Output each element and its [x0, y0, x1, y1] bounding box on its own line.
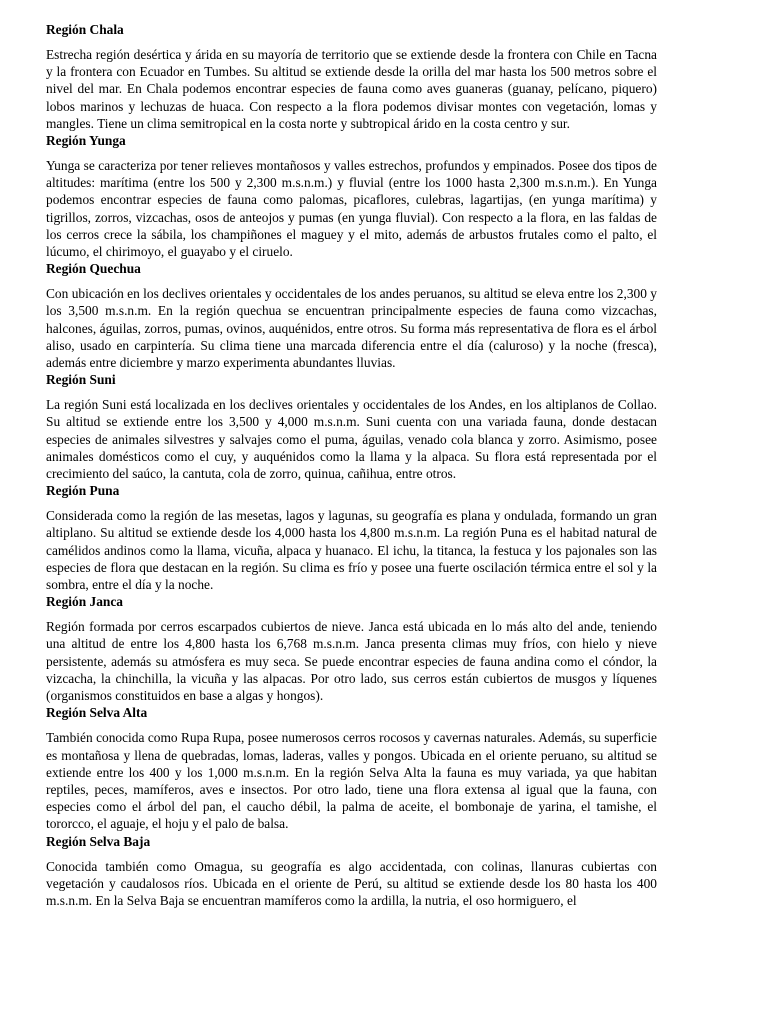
section-paragraph: Conocida también como Omagua, su geografía es algo accidentada, con colinas, llanuras cubiertas con vegetación y caudalosos ríos. Ubicada en el oriente de Perú, su altitud se extiende desde los 80 hasta los 400 m.s.n.m. En la Selva Baja se encuentran mamíferos como la ardilla, la nutria, el oso hormiguero, el	[46, 858, 657, 908]
section-selva-baja	[46, 833, 657, 910]
section-title: Región Janca	[46, 594, 123, 610]
section-title: Región Suni	[46, 372, 116, 388]
section-chala	[46, 21, 657, 132]
section-quechua	[46, 260, 657, 371]
section-paragraph: La región Suni está localizada en los declives orientales y occidentales de los Andes, en los altiplanos de Collao. Su altitud se extiende entre los 3,500 y 4,000 m.s.n.m. Suni cuenta con una variada fauna, donde destacan especies de animales silvestres y salvajes como el puma, águilas, venado cola blanca y zorro. Asimismo, posee animales domésticos como el cuy, y auquénidos como la llama y la alpaca. Su flora está representada por el crecimiento del saúco, la cantuta, cola de zorro, quinua, cañihua, entre otros.	[46, 397, 657, 482]
section-title: Región Selva Alta	[46, 705, 148, 721]
section-title: Región Yunga	[46, 133, 126, 149]
section-paragraph: Región formada por cerros escarpados cubiertos de nieve. Janca está ubicada en lo más alto del ande, teniendo una altitud de entre los 4,800 hasta los 6,768 m.s.n.m. Janca presenta climas muy fríos, con hielo y nieve persistente, además su atmósfera es muy seca. Se puede encontrar especies de fauna andina como el cóndor, la vizcacha, la chinchilla, la vicuña y las alpacas. Por otro lado, sus cerros están cubiertos de musgos y líquenes (organismos constituidos en base a algas y hongos).	[46, 619, 657, 704]
section-paragraph: Yunga se caracteriza por tener relieves montañosos y valles estrechos, profundos y empinados. Posee dos tipos de altitudes: marítima (entre los 500 y 2,300 m.s.n.m.) y fluvial (entre los 1000 hasta 2,300 m.s.n.m.). En Yunga podemos encontrar especies de fauna como palomas, picaflores, culebras, lagartijas, (en yunga marítima) y tigrillos, zorros, vizcachas, osos de anteojos y pumas (en yunga fluvial). Con respecto a la flora, en las faldas de los cerros crece la sábila, los champiñones el maguey y el mito, además de arbustos frutales como el palto, el lúcumo, el chirimoyo, el guayabo y el ciruelo.	[46, 158, 657, 260]
section-puna	[46, 482, 657, 593]
section-paragraph: Estrecha región desértica y árida en su mayoría de territorio que se extiende desde la frontera con Chile en Tacna y la frontera con Ecuador en Tumbes. Su altitud se extiende desde la orilla del mar hasta los 500 metros sobre el nivel del mar. En Chala podemos encontrar especies de fauna como aves guaneras (guanay, pelícano, piquero) lobos marinos y lechuzas de huaca. Con respecto a la flora podemos divisar montes con vegetación, lomas y mangles. Tiene un clima semitropical en la costa norte y subtropical árido en la costa centro y sur.	[46, 47, 657, 131]
section-janca	[46, 593, 657, 704]
section-selva-alta	[46, 704, 657, 832]
section-paragraph: Considerada como la región de las mesetas, lagos y lagunas, su geografía es plana y ondulada, formando un gran altiplano. Su altitud se extiende desde los 4,000 hasta los 4,800 m.s.n.m. La región Puna es el habitad natural de camélidos andinos como la llama, vicuña, alpaca y huanaco. El ichu, la titanca, la festuca y los pajonales son las especies de flora que destacan en la región. Su clima es frío y posee una fuerte oscilación térmica entre el sol y la sombra, entre el día y la noche.	[46, 508, 657, 593]
section-title: Región Selva Baja	[46, 833, 151, 849]
section-suni	[46, 371, 657, 482]
section-paragraph: Con ubicación en los declives orientales y occidentales de los andes peruanos, su altitud se eleva entre los 2,300 y los 3,500 m.s.n.m. En la región quechua se encuentran principalmente especies de fauna como vizcachas, halcones, águilas, zorros, pumas, ovinos, auquénidos, entre otros. Su forma más representativa de flora es el árbol aliso, usado en carpintería. Su clima tiene una marcada diferencia entre el día (caluroso) y la noche (fresca), además entre diciembre y marzo experimenta abundantes lluvias.	[46, 286, 657, 371]
section-paragraph: También conocida como Rupa Rupa, posee numerosos cerros rocosos y cavernas naturales. Además, su superficie es montañosa y llena de quebradas, lomas, laderas, valles y pongos. Ubicada en el oriente peruano, su altitud se extiende entre los 400 y los 1,000 m.s.n.m. En la región Selva Alta la fauna es muy variada, ya que habitan reptiles, peces, mamíferos, aves e insectos. Por otro lado, tiene una flora extensa al igual que la fauna, con especies como el árbol del pan, el caucho débil, la palma de aceite, el bombonaje de yarina, el tamishe, el tororcco, el aguaje, el hoju y el palo de balsa.	[46, 730, 657, 832]
section-title: Región Chala	[46, 22, 124, 37]
section-yunga	[46, 132, 657, 260]
section-title: Región Puna	[46, 483, 120, 499]
section-title: Región Quechua	[46, 261, 141, 277]
